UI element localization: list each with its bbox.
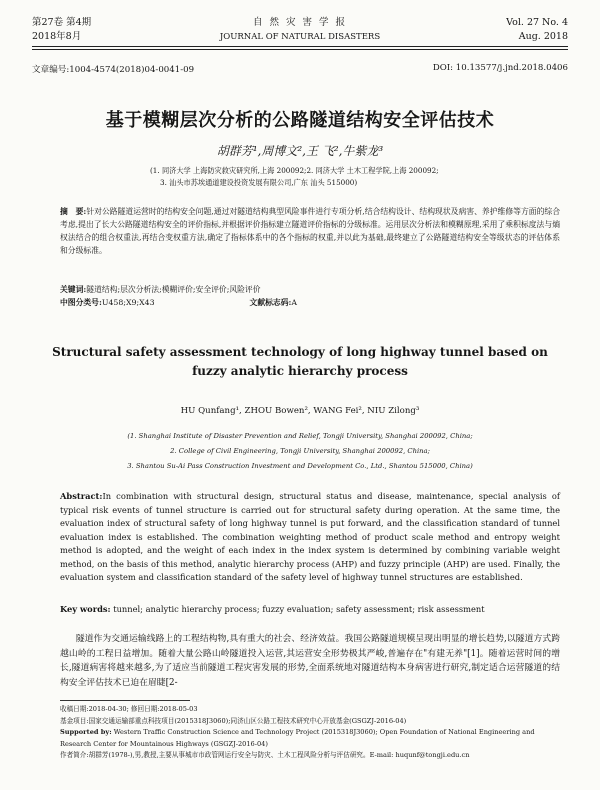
- keywords-cn-text: 隧道结构;层次分析法;模糊评价;安全评价;风险评价: [86, 285, 261, 294]
- footnote-rule: [60, 700, 190, 701]
- date-cn: 2018年8月: [32, 31, 82, 42]
- abstract-en: [60, 490, 560, 585]
- header-rule-thin: [32, 49, 568, 50]
- affiliation-cn-2: 3. 汕头市苏埃通道建设投资发展有限公司,广东 汕头 515000): [160, 178, 358, 187]
- keywords-en: [60, 603, 560, 617]
- footnotes: [60, 704, 560, 762]
- affiliation-en-2: 2. College of Civil Engineering, Tongji University, Shanghai 200092, China;: [170, 447, 430, 455]
- volume-en: Vol. 27 No. 4: [506, 17, 568, 28]
- keywords-en-text: tunnel; analytic hierarchy process; fuzzy evaluation; safety assessment; risk assessment: [113, 604, 485, 614]
- keywords-cn: [60, 283, 560, 296]
- doi: DOI: 10.13577/j.jnd.2018.0406: [432, 63, 568, 73]
- keywords-cn-label: 关键词:: [60, 285, 87, 294]
- doc-code-label: 文献标志码:: [249, 298, 292, 307]
- abstract-en-text: In combination with structural design, structural status and disease, maintenance, special analysis of typical risk events of tunnel structure is carried out for structural safety during operation. At the same time, the evaluation index of structural safety of long highway tunnel is put forward, and the classification standard of tunnel evaluation index is established. The combination weighting method of product scale method and entropy weight method is adopted, and the weight of each index in the index system is determined by combining variable weight method, on the basis of this method, analytic hierarchy process (AHP) and fuzzy principle (AHP) are used. Finally, the evaluation system and classification standard of the safety level of highway tunnel structures are established.: [60, 491, 560, 582]
- authors-en: HU Qunfang¹, ZHOU Bowen², WANG Fei², NIU Zilong³: [180, 406, 420, 416]
- body-paragraph: 隧道作为交通运输线路上的工程结构物,具有重大的社会、经济效益。我国公路隧道规模呈现出明显的增长趋势,以隧道方式跨越山岭的工程日益增加。随着大量公路山岭隧道投入运营,其运营安全形势极其严峻,普遍存在"有建无养"[1]。随着运营时间的增长,隧道病害将越来越多,为了适应当前隧道工程灾害发展的形势,全面系统地对隧道结构本身病害进行研究,制定适合运营隧道的结构安全评估技术已迫在眉睫[2-: [60, 634, 560, 688]
- title-en: Structural safety assessment technology of long highway tunnel based on fuzzy analytic hierarchy process: [52, 345, 548, 378]
- clc-text: U458;X9;X43: [101, 298, 155, 307]
- date-en: Aug. 2018: [518, 31, 568, 42]
- article-number: 文章编号:1004-4574(2018)04-0041-09: [32, 65, 195, 75]
- clc-label: 中图分类号:: [60, 298, 102, 307]
- journal-title-en: JOURNAL OF NATURAL DISASTERS: [219, 32, 381, 42]
- abstract-cn-text: 针对公路隧道运营时的结构安全问题,通过对隧道结构典型风险事件进行专项分析,结合结构设计、结构现状及病害、养护维修等方面的综合考虑,提出了长大公路隧道结构安全的评价指标,并根据评价指标建立隧道评价指标的分级标准。运用层次分析法和模糊原理,采用了乘积标度法与熵权法结合的组合权重法,再结合变权重方法,确定了指标体系中的各个指标的权重,并以此为基础,最终建立了公路隧道结构安全等级状态的评估体系和分级标准。: [60, 207, 560, 255]
- doc-code-text: A: [291, 298, 298, 307]
- footnote-fund-en: [60, 727, 560, 750]
- fund-en-label: Supported by:: [60, 728, 112, 736]
- abstract-cn: [60, 205, 560, 257]
- title-cn: 基于模糊层次分析的公路隧道结构安全评估技术: [105, 110, 495, 131]
- affiliation-en-1: (1. Shanghai Institute of Disaster Prevention and Relief, Tongji University, Shanghai 200092, China;: [127, 432, 473, 440]
- abstract-cn-label: 摘 要:: [60, 207, 87, 216]
- header-rule: [32, 46, 568, 47]
- footnote-received: 收稿日期:2018-04-30; 修回日期:2018-05-03: [60, 705, 198, 713]
- affiliation-en-3: 3. Shantou Su-Ai Pass Construction Investment and Development Co., Ltd., Shantou 515000, China): [127, 462, 473, 470]
- affiliation-cn-1: (1. 同济大学 上海防灾救灾研究所,上海 200092;2. 同济大学 土木工程学院,上海 200092;: [150, 166, 439, 175]
- volume-cn: 第27卷 第4期: [32, 17, 92, 28]
- keywords-en-label: Key words:: [60, 604, 111, 614]
- authors-cn: 胡群芳¹,周博文²,王 飞²,牛紫龙³: [216, 144, 384, 158]
- fund-en-text: Western Traffic Construction Science and Technology Project (2015318J3060); Open Foundation of National Engineering and Research Center for Mountainous Highways (GSGZJ-2016-04): [60, 728, 535, 748]
- journal-title-cn: 自 然 灾 害 学 报: [252, 17, 348, 28]
- footnote-fund-cn: 基金项目:国家交通运输部重点科技项目(2015318J3060);同济山区公路工程技术研究中心开放基金(GSGZJ-2016-04): [60, 716, 407, 725]
- abstract-en-label: Abstract:: [60, 491, 103, 501]
- footnote-author: 作者简介:胡群芳(1978-),男,教授,主要从事城市市政管网运行安全与防灾、土木工程风险分析与评估研究。E-mail: huqunf@tongji.edu.cn: [60, 751, 470, 759]
- classification-cn: [60, 296, 560, 309]
